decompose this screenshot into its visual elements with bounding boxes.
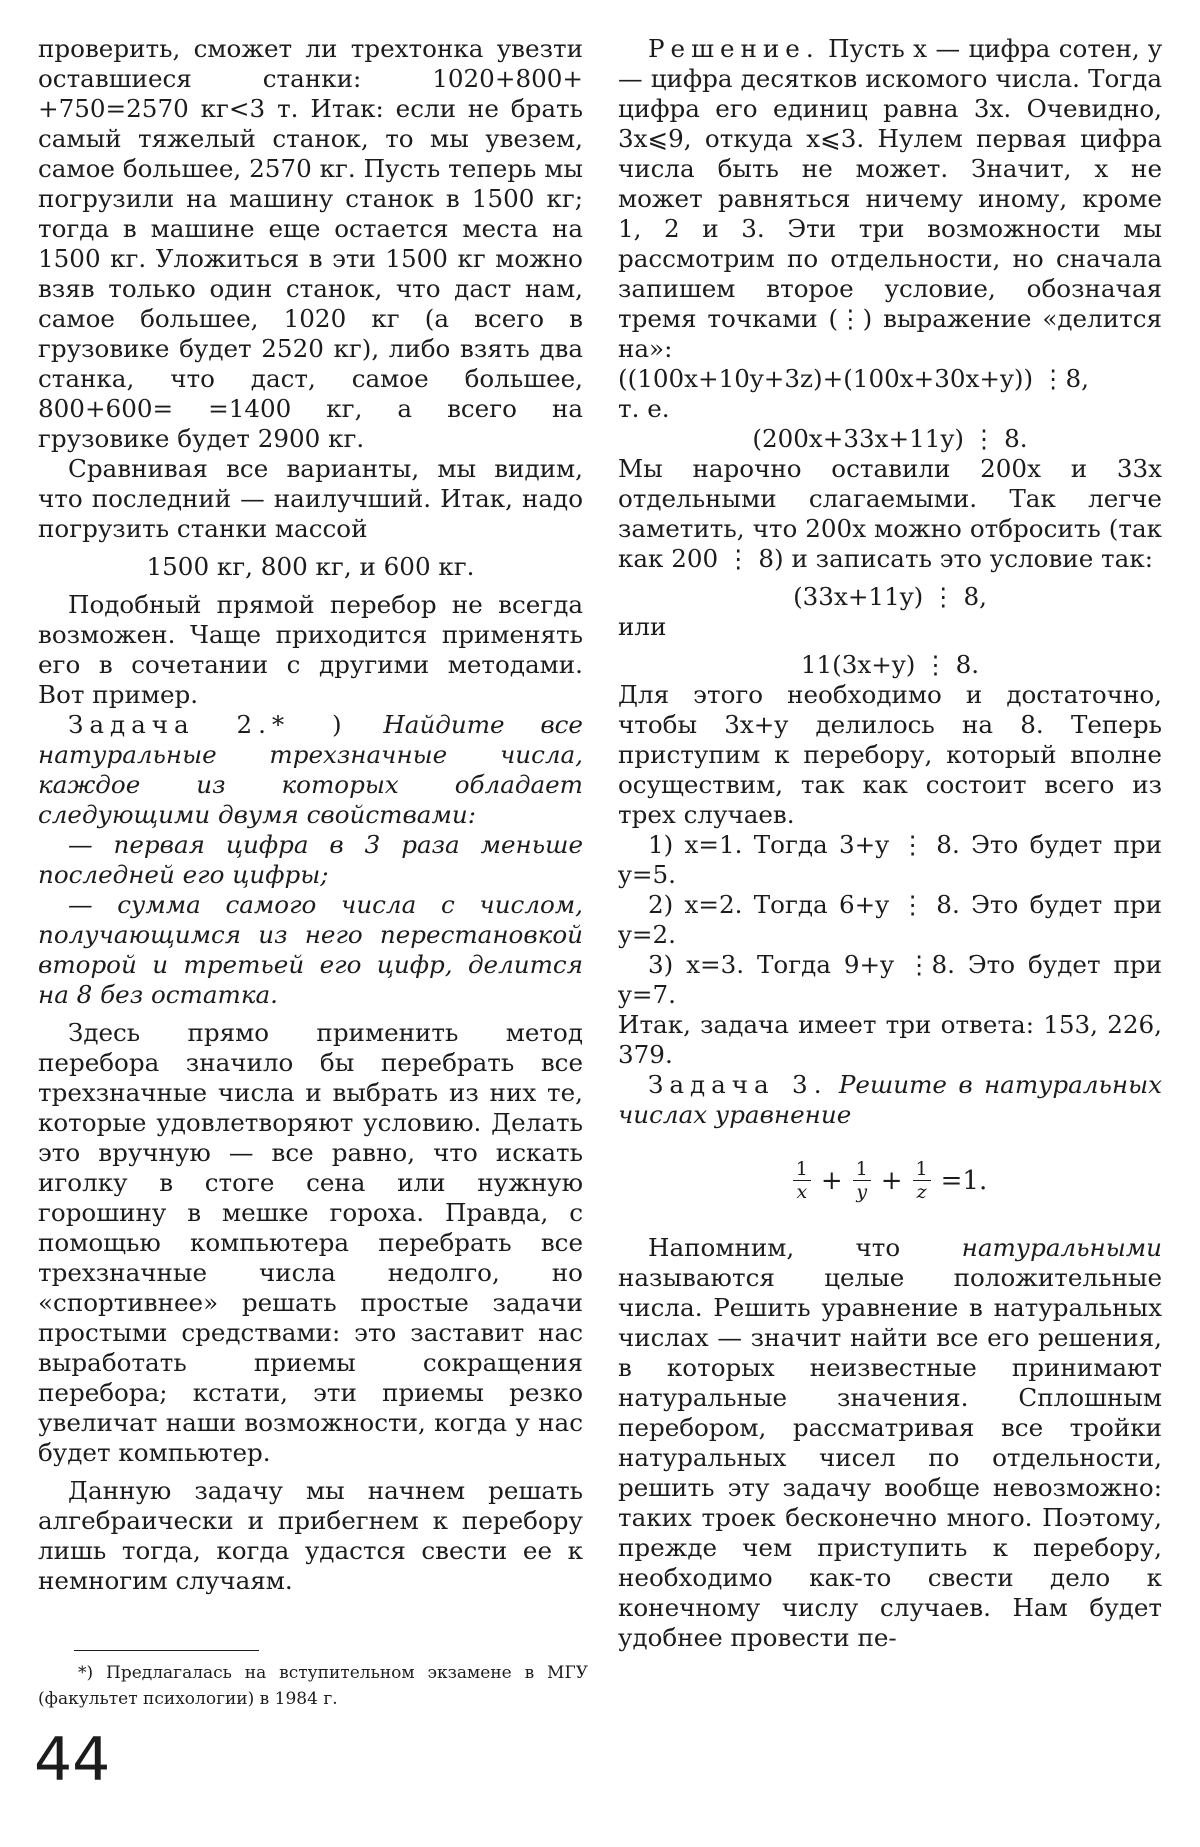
footnote: *) Предлагалась на вступительном экзамене в МГУ (факультет психологии) в 1984 г. <box>38 1663 588 1709</box>
te-text: т. е. <box>618 394 670 423</box>
task-3-text: Решите в натуральных числах уравнение <box>618 1070 1162 1129</box>
plus-sign: + <box>820 1165 843 1196</box>
fraction-1-over-y: $\frac{1}{y}$ <box>853 1158 871 1203</box>
ili-text: или <box>618 612 667 641</box>
paragraph-b: Для этого необходимо и достаточно, чтобы 3x+y делилось на 8. Теперь приступим к перебору, который вполне осуществим, так как состоит всего из трех случаев. <box>618 680 1162 829</box>
fraction-1-over-z: $\frac{1}{z}$ <box>913 1158 931 1203</box>
task-2 <box>38 710 583 830</box>
paragraph-a: Мы нарочно оставили 200x и 33x отдельными слагаемыми. Так легче заметить, что 200x можно отбросить (так как 200 ⋮ 8) и записать это условие так: <box>618 454 1162 573</box>
equation-rhs: =1. <box>940 1165 988 1196</box>
answer: Итак, задача имеет три ответа: 153, 226, 379. <box>618 1010 1162 1069</box>
paragraph-4: Здесь прямо применить метод перебора значило бы перебрать все трехзначные числа и выбрать из них те, которые удовлетворяют условию. Делать это вручную — все равно, что искать иголку в стоге сена или нужную горошину в мешке гороха. Правда, с помощью компьютера перебрать все трехзначные числа недолго, но «спортивнее» решать простые задачи простыми средствами: это заставит нас выработать приемы сокращения перебора; кстати, эти приемы резко увеличат наши возможности, когда у нас будет компьютер. <box>38 1018 583 1467</box>
plus-sign: + <box>880 1165 903 1196</box>
task-2-condition-1: — первая цифра в 3 раза меньше последней его цифры; <box>38 830 583 889</box>
fraction-equation <box>618 1158 1162 1203</box>
paragraph-5: Данную задачу мы начнем решать алгебраически и прибегнем к перебору лишь тогда, когда удастся свести ее к немногим случаям. <box>38 1476 583 1595</box>
task-3 <box>618 1070 1162 1130</box>
footnote-rule <box>74 1650 259 1651</box>
task-2-text: Найдите все натуральные трехзначные числа, каждое из которых обладает следующими двумя свойствами: <box>38 710 583 829</box>
paragraph-c: Напомним, что натуральными называются целые положительные числа. Решить уравнение в натуральных числах — значит найти все его решения, в которых неизвестные принимают натуральные значения. Сплошным перебором, рассматривая все тройки натуральных чисел по отдельности, решить эту задачу вообще невозможно: таких троек бесконечно много. Поэтому, прежде чем приступить к перебору, необходимо как-то свести дело к конечному числу случаев. Нам будет удобнее провести пе- <box>618 1233 1162 1652</box>
task-2-condition-2: — сумма самого числа с числом, получающимся из него перестановкой второй и третьей его цифр, делится на 8 без остатка. <box>38 890 583 1009</box>
equation-3: (33x+11y) ⋮ 8, <box>793 582 987 611</box>
solution-text: Пусть x — цифра сотен, y — цифра десятков искомого числа. Тогда цифра его единиц равна 3x. Очевидно, 3x⩽9, откуда x⩽3. Нулем первая цифра числа быть не может. Значит, x не может равняться ничему иному, кроме 1, 2 и 3. Эти три возможности мы рассмотрим по отдельности, но сначала запишем второе условие, обозначая тремя точками (⋮) выражение «делится на»: <box>618 34 1162 363</box>
solution-label: Решение. <box>648 34 820 63</box>
paragraph-3: Подобный прямой перебор не всегда возможен. Чаще приходится применять его в сочетании с другими методами. Вот пример. <box>38 590 583 709</box>
task-2-label: Задача 2.* ) <box>68 710 348 739</box>
task-3-label: Задача 3. <box>648 1070 828 1099</box>
page-number: 44 <box>34 1725 111 1795</box>
solution <box>618 34 1162 364</box>
left-column <box>38 34 583 1596</box>
fraction-1-over-x: $\frac{1}{x}$ <box>793 1158 811 1203</box>
equation-1: ((100x+10y+3z)+(100x+30x+y)) ⋮8, <box>618 364 1089 393</box>
right-column <box>618 34 1162 1653</box>
masses-line: 1500 кг, 800 кг, и 600 кг. <box>146 552 475 581</box>
paragraph-2: Сравнивая все варианты, мы видим, что последний — наилучший. Итак, надо погрузить станки массой <box>38 454 583 543</box>
paragraph-1: проверить, сможет ли трехтонка увезти оставшиеся станки: 1020+800+ +750=2570 кг<3 т. Итак: если не брать самый тяжелый станок, то мы увезем, самое большее, 2570 кг. Пусть теперь мы погрузили на машину станок в 1500 кг; тогда в машине еще остается места на 1500 кг. Уложиться в эти 1500 кг можно взяв только один станок, что даст нам, самое большее, 1020 кг (а всего в грузовике будет 2520 кг), либо взять два станка, что даст, самое большее, 800+600= =1400 кг, а всего на грузовике будет 2900 кг. <box>38 34 583 453</box>
case-2: 2) x=2. Тогда 6+y ⋮ 8. Это будет при y=2. <box>618 890 1162 949</box>
emphasis-natural: натуральными <box>961 1233 1162 1262</box>
case-3: 3) x=3. Тогда 9+y ⋮8. Это будет при y=7. <box>618 950 1162 1009</box>
equation-4: 11(3x+y) ⋮ 8. <box>800 650 980 679</box>
equation-2: (200x+33x+11y) ⋮ 8. <box>752 424 1028 453</box>
case-1: 1) x=1. Тогда 3+y ⋮ 8. Это будет при y=5. <box>618 830 1162 889</box>
